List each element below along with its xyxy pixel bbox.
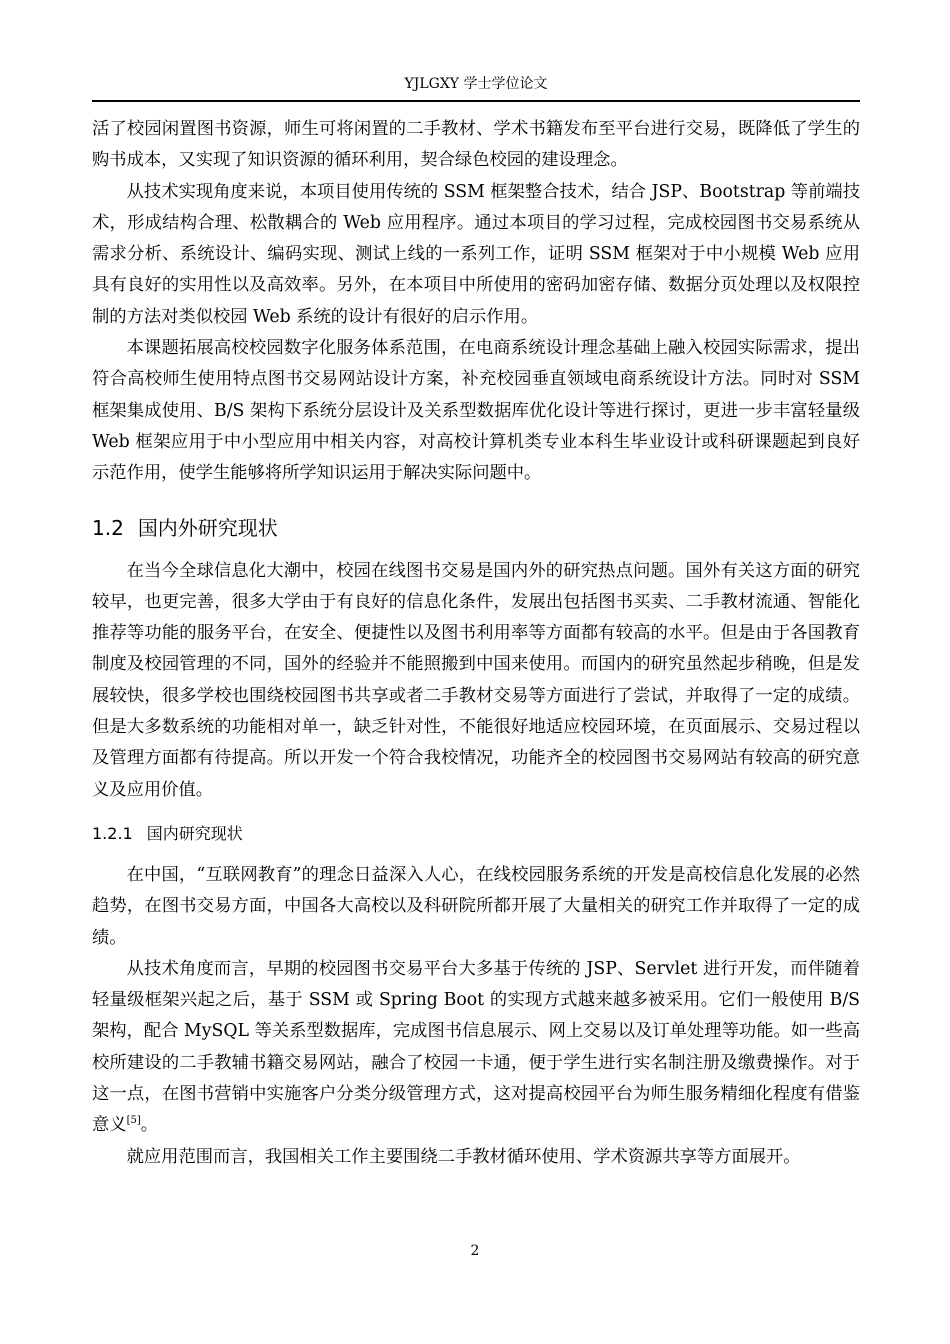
page-body [92, 114, 860, 1173]
paragraph-research-status: 在当今全球信息化大潮中，校园在线图书交易是国内外的研究热点问题。国外有关这方面的研究较早，也更完善，很多大学由于有良好的信息化条件，发展出包括图书买卖、二手教材流通、智能化推荐等功能的服务平台，在安全、便捷性以及图书利用率等方面都有较高的水平。但是由于各国教育制度及校园管理的不同，国外的经验并不能照搬到中国来使用。而国内的研究虽然起步稍晚，但是发展较快，很多学校也围绕校园图书共享或者二手教材交易等方面进行了尝试，并取得了一定的成绩。但是大多数系统的功能相对单一，缺乏针对性，不能很好地适应校园环境，在页面展示、交易过程以及管理方面都有待提高。所以开发一个符合我校情况，功能齐全的校园图书交易网站有较高的研究意义及应用价值。 [92, 560, 860, 800]
header-rule [92, 100, 860, 102]
subsection-number: 1.2.1 [92, 823, 133, 843]
paragraph-domestic-2-end: 。 [140, 1115, 159, 1136]
citation-ref[interactable]: [5] [126, 1115, 141, 1127]
section-heading-1-2 [92, 513, 860, 543]
paragraph-domestic-2 [92, 954, 860, 1142]
paragraph-domestic-1: 在中国，“互联网教育”的理念日益深入人心，在线校园服务系统的开发是高校信息化发展的必然趋势，在图书交易方面，中国各大高校以及科研院所都开展了大量相关的研究工作并取得了一定的成绩。 [92, 864, 860, 948]
running-header: YJLGXY 学士学位论文 [404, 76, 548, 92]
paragraph-domestic-3: 就应用范围而言，我国相关工作主要围绕二手教材循环使用、学术资源共享等方面展开。 [126, 1146, 801, 1167]
page-number: 2 [470, 1243, 480, 1259]
paragraph-domestic-2-text: 从技术角度而言，早期的校园图书交易平台大多基于传统的 JSP、Servlet 进行开发，而伴随着轻量级框架兴起之后，基于 SSM 或 Spring Boot 的实现方式越来越多被采用。它们一般使用 B/S 架构，配合 MySQL 等关系型数据库，完成图书信息展示、网上交易以及订单处理等功能。如一些高校所建设的二手教辅书籍交易网站，融合了校园一卡通，便于学生进行实名制注册及缴费操作。对于这一点，在图书营销中实施客户分类分级管理方式，这对提高校园平台为师生服务精细化程度有借鉴意义 [92, 958, 860, 1136]
section-number: 1.2 [92, 515, 124, 540]
paragraph-continued: 活了校园闲置图书资源，师生可将闲置的二手教材、学术书籍发布至平台进行交易，既降低了学生的购书成本，又实现了知识资源的循环利用，契合绿色校园的建设理念。 [92, 119, 860, 171]
section-title: 国内外研究现状 [137, 515, 278, 540]
paragraph-technical: 从技术实现角度来说，本项目使用传统的 SSM 框架整合技术，结合 JSP、Bootstrap 等前端技术，形成结构合理、松散耦合的 Web 应用程序。通过本项目的学习过程，完成校园图书交易系统从需求分析、系统设计、编码实现、测试上线的一系列工作，证明 SSM 框架对于中小规模 Web 应用具有良好的实用性以及高效率。另外，在本项目中所使用的密码加密存储、数据分页处理以及权限控制的方法对类似校园 Web 系统的设计有很好的启示作用。 [92, 181, 860, 327]
paragraph-significance: 本课题拓展高校校园数字化服务体系范围，在电商系统设计理念基础上融入校园实际需求，提出符合高校师生使用特点图书交易网站设计方案，补充校园垂直领域电商系统设计方法。同时对 SSM 框架集成使用、B/S 架构下系统分层设计及关系型数据库优化设计等进行探讨，更进一步丰富轻量级 Web 框架应用于中小型应用中相关内容，对高校计算机类专业本科生毕业设计或科研课题起到良好示范作用，使学生能够将所学知识运用于解决实际问题中。 [92, 338, 860, 484]
subsection-heading-1-2-1 [92, 820, 860, 848]
subsection-title: 国内研究现状 [146, 823, 243, 843]
